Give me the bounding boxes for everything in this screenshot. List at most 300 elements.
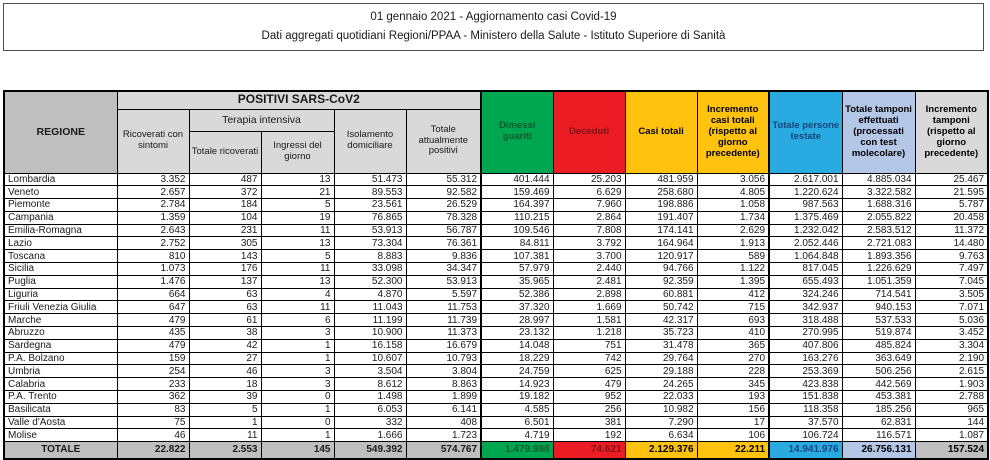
cell-totale-attualmente-positivi: 34.347 (406, 263, 481, 276)
cell-totale-ricoverati: 137 (189, 275, 261, 288)
total-row (4, 442, 988, 459)
column-header-totale-tamponi-effettuati: Totale tamponi effettuati (processati con test molecolare) (842, 91, 915, 173)
cell-totale-ricoverati: 38 (189, 327, 261, 340)
cell-ricoverati-con-sintomi: 362 (117, 391, 189, 404)
column-group-terapia-intensiva: Terapia intensiva (189, 109, 334, 131)
column-header-totale-attualmente-positivi: Totale attualmente positivi (406, 109, 481, 173)
cell-totale-tamponi-effettuati: 485.824 (842, 339, 915, 352)
cell-ingressi-del-giorno: 0 (261, 416, 334, 429)
cell-ricoverati-con-sintomi: 159 (117, 352, 189, 365)
cell-totale-persone-testate: 37.570 (769, 416, 842, 429)
cell-totale-attualmente-positivi: 1.723 (406, 429, 481, 442)
table-row (4, 199, 988, 212)
cell-totale-ricoverati: 372 (189, 186, 261, 199)
cell-ingressi-del-giorno: 1 (261, 403, 334, 416)
cell-casi-totali: 198.886 (625, 199, 697, 212)
region-name: Umbria (4, 365, 117, 378)
cell-incremento-tamponi: 1.903 (915, 378, 988, 391)
cell-deceduti: 6.629 (553, 186, 625, 199)
cell-casi-totali: 92.359 (625, 275, 697, 288)
cell-isolamento-domiciliare: 73.304 (334, 237, 406, 250)
cell-incremento-tamponi: 7.045 (915, 275, 988, 288)
region-name: Lombardia (4, 173, 117, 186)
cell-totale-ricoverati: 18 (189, 378, 261, 391)
region-name: Molise (4, 429, 117, 442)
cell-totale-ricoverati: 487 (189, 173, 261, 186)
cell-dimessi-guariti: 4.585 (481, 403, 553, 416)
cell-totale-ricoverati: 184 (189, 199, 261, 212)
cell-casi-totali: 35.723 (625, 327, 697, 340)
table-row (4, 263, 988, 276)
cell-incremento-tamponi: 2.190 (915, 352, 988, 365)
cell-totale-tamponi-effettuati: 1.893.356 (842, 250, 915, 263)
cell-isolamento-domiciliare: 8.612 (334, 378, 406, 391)
column-header-ingressi-del-giorno: Ingressi del giorno (261, 131, 334, 173)
cell-totale-tamponi-effettuati: 940.153 (842, 301, 915, 314)
cell-deceduti: 751 (553, 339, 625, 352)
cell-casi-totali: 50.742 (625, 301, 697, 314)
region-name: Veneto (4, 186, 117, 199)
cell-deceduti: 3.792 (553, 237, 625, 250)
cell-casi-totali: 22.033 (625, 391, 697, 404)
cell-ingressi-del-giorno: 19 (261, 211, 334, 224)
cell-ingressi-del-giorno: 3 (261, 327, 334, 340)
cell-totale-ricoverati: 143 (189, 250, 261, 263)
cell-totale-attualmente-positivi: 11.753 (406, 301, 481, 314)
table-row (4, 275, 988, 288)
column-header-casi-totali: Casi totali (625, 91, 697, 173)
cell-totale-tamponi-effettuati: 537.533 (842, 314, 915, 327)
cell-deceduti: 1.669 (553, 301, 625, 314)
cell-dimessi-guariti: 84.811 (481, 237, 553, 250)
column-group-positivi-sars-cov2: POSITIVI SARS-CoV2 (117, 91, 481, 109)
total-cell-totale-tamponi-effettuati: 26.756.131 (842, 442, 915, 459)
cell-totale-persone-testate: 1.375.469 (769, 211, 842, 224)
cell-deceduti: 25.203 (553, 173, 625, 186)
cell-casi-totali: 481.959 (625, 173, 697, 186)
cell-casi-totali: 42.317 (625, 314, 697, 327)
cell-ricoverati-con-sintomi: 2.643 (117, 224, 189, 237)
cell-incremento-tamponi: 3.452 (915, 327, 988, 340)
cell-isolamento-domiciliare: 51.473 (334, 173, 406, 186)
cell-deceduti: 2.481 (553, 275, 625, 288)
cell-totale-persone-testate: 118.358 (769, 403, 842, 416)
cell-incremento-casi-totali: 1.395 (697, 275, 769, 288)
cell-incremento-tamponi: 21.595 (915, 186, 988, 199)
region-name: Liguria (4, 288, 117, 301)
cell-casi-totali: 6.634 (625, 429, 697, 442)
cell-totale-ricoverati: 39 (189, 391, 261, 404)
cell-totale-tamponi-effettuati: 519.874 (842, 327, 915, 340)
total-cell-dimessi-guariti: 1.479.988 (481, 442, 553, 459)
cell-totale-ricoverati: 63 (189, 301, 261, 314)
cell-ingressi-del-giorno: 11 (261, 301, 334, 314)
cell-dimessi-guariti: 52.386 (481, 288, 553, 301)
cell-incremento-tamponi: 9.763 (915, 250, 988, 263)
region-name: Marche (4, 314, 117, 327)
cell-ricoverati-con-sintomi: 435 (117, 327, 189, 340)
table-row (4, 327, 988, 340)
cell-dimessi-guariti: 4.719 (481, 429, 553, 442)
cell-incremento-tamponi: 1.087 (915, 429, 988, 442)
cell-totale-ricoverati: 1 (189, 416, 261, 429)
cell-totale-attualmente-positivi: 1.899 (406, 391, 481, 404)
column-header-incremento-casi-totali: Incremento casi totali (rispetto al giorno precedente) (697, 91, 769, 173)
cell-incremento-casi-totali: 412 (697, 288, 769, 301)
cell-totale-persone-testate: 655.493 (769, 275, 842, 288)
cell-isolamento-domiciliare: 33.098 (334, 263, 406, 276)
cell-totale-ricoverati: 46 (189, 365, 261, 378)
region-name: Valle d'Aosta (4, 416, 117, 429)
cell-totale-persone-testate: 407.806 (769, 339, 842, 352)
cell-casi-totali: 31.478 (625, 339, 697, 352)
region-name: Toscana (4, 250, 117, 263)
cell-ricoverati-con-sintomi: 664 (117, 288, 189, 301)
cell-ricoverati-con-sintomi: 75 (117, 416, 189, 429)
cell-totale-tamponi-effettuati: 2.055.822 (842, 211, 915, 224)
cell-totale-attualmente-positivi: 53.913 (406, 275, 481, 288)
cell-incremento-tamponi: 3.505 (915, 288, 988, 301)
cell-ricoverati-con-sintomi: 233 (117, 378, 189, 391)
cell-totale-ricoverati: 5 (189, 403, 261, 416)
cell-totale-tamponi-effettuati: 1.688.316 (842, 199, 915, 212)
cell-totale-ricoverati: 11 (189, 429, 261, 442)
cell-deceduti: 2.898 (553, 288, 625, 301)
cell-ingressi-del-giorno: 3 (261, 378, 334, 391)
total-cell-deceduti: 74.621 (553, 442, 625, 459)
column-header-totale-ricoverati: Totale ricoverati (189, 131, 261, 173)
cell-totale-ricoverati: 104 (189, 211, 261, 224)
cell-totale-persone-testate: 324.246 (769, 288, 842, 301)
cell-incremento-casi-totali: 17 (697, 416, 769, 429)
cell-dimessi-guariti: 14.048 (481, 339, 553, 352)
column-header-totale-persone-testate: Totale persone testate (769, 91, 842, 173)
cell-totale-tamponi-effettuati: 714.541 (842, 288, 915, 301)
table-row (4, 186, 988, 199)
cell-ingressi-del-giorno: 6 (261, 314, 334, 327)
cell-ingressi-del-giorno: 0 (261, 391, 334, 404)
cell-dimessi-guariti: 109.546 (481, 224, 553, 237)
cell-casi-totali: 10.982 (625, 403, 697, 416)
cell-dimessi-guariti: 110.215 (481, 211, 553, 224)
cell-totale-persone-testate: 423.838 (769, 378, 842, 391)
cell-deceduti: 952 (553, 391, 625, 404)
cell-incremento-tamponi: 5.787 (915, 199, 988, 212)
cell-ingressi-del-giorno: 3 (261, 365, 334, 378)
cell-totale-persone-testate: 151.838 (769, 391, 842, 404)
cell-ingressi-del-giorno: 13 (261, 173, 334, 186)
cell-ingressi-del-giorno: 13 (261, 237, 334, 250)
cell-ricoverati-con-sintomi: 3.352 (117, 173, 189, 186)
cell-ricoverati-con-sintomi: 2.784 (117, 199, 189, 212)
table-row (4, 314, 988, 327)
cell-dimessi-guariti: 164.397 (481, 199, 553, 212)
cell-incremento-tamponi: 20.458 (915, 211, 988, 224)
cell-incremento-casi-totali: 589 (697, 250, 769, 263)
cell-totale-tamponi-effettuati: 363.649 (842, 352, 915, 365)
region-name: Campania (4, 211, 117, 224)
cell-totale-tamponi-effettuati: 1.226.629 (842, 263, 915, 276)
total-cell-totale-ricoverati: 2.553 (189, 442, 261, 459)
cell-ricoverati-con-sintomi: 46 (117, 429, 189, 442)
cell-ricoverati-con-sintomi: 479 (117, 339, 189, 352)
cell-ricoverati-con-sintomi: 479 (117, 314, 189, 327)
cell-isolamento-domiciliare: 3.504 (334, 365, 406, 378)
cell-isolamento-domiciliare: 1.498 (334, 391, 406, 404)
table-row (4, 250, 988, 263)
cell-totale-persone-testate: 318.488 (769, 314, 842, 327)
cell-incremento-tamponi: 2.788 (915, 391, 988, 404)
cell-incremento-tamponi: 11.372 (915, 224, 988, 237)
table-row (4, 403, 988, 416)
cell-totale-attualmente-positivi: 92.582 (406, 186, 481, 199)
cell-deceduti: 625 (553, 365, 625, 378)
cell-incremento-casi-totali: 193 (697, 391, 769, 404)
column-header-dimessi-guariti: Dimessi guariti (481, 91, 553, 173)
cell-totale-attualmente-positivi: 16.679 (406, 339, 481, 352)
cell-isolamento-domiciliare: 11.043 (334, 301, 406, 314)
column-header-regione: REGIONE (4, 91, 117, 173)
cell-ingressi-del-giorno: 1 (261, 352, 334, 365)
cell-totale-tamponi-effettuati: 185.256 (842, 403, 915, 416)
cell-totale-tamponi-effettuati: 116.571 (842, 429, 915, 442)
region-name: Abruzzo (4, 327, 117, 340)
region-name: Emilia-Romagna (4, 224, 117, 237)
cell-totale-persone-testate: 2.052.446 (769, 237, 842, 250)
covid-data-table (3, 90, 989, 460)
cell-incremento-tamponi: 144 (915, 416, 988, 429)
cell-ingressi-del-giorno: 4 (261, 288, 334, 301)
cell-totale-tamponi-effettuati: 442.569 (842, 378, 915, 391)
cell-ricoverati-con-sintomi: 1.359 (117, 211, 189, 224)
cell-totale-persone-testate: 1.064.848 (769, 250, 842, 263)
cell-dimessi-guariti: 6.501 (481, 416, 553, 429)
cell-totale-persone-testate: 1.232.042 (769, 224, 842, 237)
total-cell-ricoverati-con-sintomi: 22.822 (117, 442, 189, 459)
region-name: Puglia (4, 275, 117, 288)
cell-dimessi-guariti: 19.182 (481, 391, 553, 404)
cell-deceduti: 192 (553, 429, 625, 442)
total-region-name: TOTALE (4, 442, 117, 459)
cell-casi-totali: 164.964 (625, 237, 697, 250)
cell-incremento-casi-totali: 228 (697, 365, 769, 378)
column-header-deceduti: Deceduti (553, 91, 625, 173)
cell-casi-totali: 29.188 (625, 365, 697, 378)
table-row (4, 352, 988, 365)
cell-totale-persone-testate: 270.995 (769, 327, 842, 340)
cell-totale-persone-testate: 817.045 (769, 263, 842, 276)
table-body (4, 173, 988, 442)
table-row (4, 237, 988, 250)
cell-totale-tamponi-effettuati: 2.721.083 (842, 237, 915, 250)
cell-deceduti: 1.581 (553, 314, 625, 327)
table-row (4, 211, 988, 224)
cell-totale-attualmente-positivi: 56.787 (406, 224, 481, 237)
cell-isolamento-domiciliare: 332 (334, 416, 406, 429)
region-name: P.A. Bolzano (4, 352, 117, 365)
cell-totale-persone-testate: 2.617.001 (769, 173, 842, 186)
cell-incremento-tamponi: 25.467 (915, 173, 988, 186)
cell-dimessi-guariti: 35.965 (481, 275, 553, 288)
cell-incremento-casi-totali: 1.122 (697, 263, 769, 276)
cell-ricoverati-con-sintomi: 254 (117, 365, 189, 378)
cell-incremento-tamponi: 965 (915, 403, 988, 416)
cell-totale-persone-testate: 342.937 (769, 301, 842, 314)
cell-casi-totali: 24.265 (625, 378, 697, 391)
region-name: Lazio (4, 237, 117, 250)
table-row (4, 416, 988, 429)
column-header-ricoverati-con-sintomi: Ricoverati con sintomi (117, 109, 189, 173)
cell-dimessi-guariti: 23.132 (481, 327, 553, 340)
cell-totale-attualmente-positivi: 10.793 (406, 352, 481, 365)
cell-totale-persone-testate: 163.276 (769, 352, 842, 365)
cell-incremento-casi-totali: 4.805 (697, 186, 769, 199)
cell-totale-ricoverati: 176 (189, 263, 261, 276)
cell-dimessi-guariti: 37.320 (481, 301, 553, 314)
cell-totale-tamponi-effettuati: 2.583.512 (842, 224, 915, 237)
cell-deceduti: 742 (553, 352, 625, 365)
cell-totale-ricoverati: 42 (189, 339, 261, 352)
cell-incremento-casi-totali: 365 (697, 339, 769, 352)
title-box (3, 3, 984, 51)
title-line-1: 01 gennaio 2021 - Aggiornamento casi Covid-19 (370, 11, 617, 23)
cell-totale-tamponi-effettuati: 453.381 (842, 391, 915, 404)
table-row (4, 288, 988, 301)
cell-isolamento-domiciliare: 89.553 (334, 186, 406, 199)
cell-totale-attualmente-positivi: 55.312 (406, 173, 481, 186)
cell-incremento-casi-totali: 345 (697, 378, 769, 391)
cell-casi-totali: 174.141 (625, 224, 697, 237)
cell-incremento-tamponi: 14.480 (915, 237, 988, 250)
cell-deceduti: 2.440 (553, 263, 625, 276)
cell-totale-attualmente-positivi: 9.836 (406, 250, 481, 263)
cell-ingressi-del-giorno: 11 (261, 263, 334, 276)
cell-incremento-tamponi: 2.615 (915, 365, 988, 378)
cell-isolamento-domiciliare: 10.607 (334, 352, 406, 365)
cell-isolamento-domiciliare: 16.158 (334, 339, 406, 352)
cell-totale-attualmente-positivi: 3.804 (406, 365, 481, 378)
cell-casi-totali: 29.764 (625, 352, 697, 365)
cell-casi-totali: 191.407 (625, 211, 697, 224)
cell-dimessi-guariti: 24.759 (481, 365, 553, 378)
column-header-isolamento-domiciliare: Isolamento domiciliare (334, 109, 406, 173)
table-row (4, 301, 988, 314)
cell-casi-totali: 120.917 (625, 250, 697, 263)
cell-isolamento-domiciliare: 23.561 (334, 199, 406, 212)
table-row (4, 429, 988, 442)
total-cell-incremento-casi-totali: 22.211 (697, 442, 769, 459)
cell-deceduti: 381 (553, 416, 625, 429)
table-row (4, 365, 988, 378)
cell-casi-totali: 60.881 (625, 288, 697, 301)
cell-incremento-tamponi: 5.036 (915, 314, 988, 327)
total-cell-isolamento-domiciliare: 549.392 (334, 442, 406, 459)
cell-dimessi-guariti: 18.229 (481, 352, 553, 365)
cell-incremento-casi-totali: 693 (697, 314, 769, 327)
cell-dimessi-guariti: 57.979 (481, 263, 553, 276)
total-cell-ingressi-del-giorno: 145 (261, 442, 334, 459)
cell-dimessi-guariti: 107.381 (481, 250, 553, 263)
cell-totale-attualmente-positivi: 76.361 (406, 237, 481, 250)
region-name: Sicilia (4, 263, 117, 276)
cell-casi-totali: 7.290 (625, 416, 697, 429)
cell-incremento-casi-totali: 3.056 (697, 173, 769, 186)
region-name: Friuli Venezia Giulia (4, 301, 117, 314)
cell-totale-attualmente-positivi: 408 (406, 416, 481, 429)
region-name: Sardegna (4, 339, 117, 352)
cell-deceduti: 7.808 (553, 224, 625, 237)
cell-incremento-casi-totali: 270 (697, 352, 769, 365)
cell-ricoverati-con-sintomi: 2.657 (117, 186, 189, 199)
cell-isolamento-domiciliare: 53.913 (334, 224, 406, 237)
cell-totale-ricoverati: 63 (189, 288, 261, 301)
cell-totale-attualmente-positivi: 78.328 (406, 211, 481, 224)
cell-totale-attualmente-positivi: 26.529 (406, 199, 481, 212)
cell-incremento-tamponi: 7.071 (915, 301, 988, 314)
cell-totale-tamponi-effettuati: 506.256 (842, 365, 915, 378)
cell-totale-ricoverati: 27 (189, 352, 261, 365)
cell-totale-persone-testate: 987.563 (769, 199, 842, 212)
cell-dimessi-guariti: 28.997 (481, 314, 553, 327)
column-header-incremento-tamponi: Incremento tamponi (rispetto al giorno precedente) (915, 91, 988, 173)
cell-incremento-casi-totali: 1.058 (697, 199, 769, 212)
cell-totale-tamponi-effettuati: 3.322.582 (842, 186, 915, 199)
cell-dimessi-guariti: 159.469 (481, 186, 553, 199)
cell-incremento-casi-totali: 715 (697, 301, 769, 314)
cell-totale-attualmente-positivi: 6.141 (406, 403, 481, 416)
cell-deceduti: 3.700 (553, 250, 625, 263)
region-name: Basilicata (4, 403, 117, 416)
cell-ingressi-del-giorno: 13 (261, 275, 334, 288)
region-name: Piemonte (4, 199, 117, 212)
cell-incremento-casi-totali: 106 (697, 429, 769, 442)
cell-ricoverati-con-sintomi: 83 (117, 403, 189, 416)
cell-dimessi-guariti: 401.444 (481, 173, 553, 186)
cell-casi-totali: 94.766 (625, 263, 697, 276)
table-footer (4, 442, 988, 459)
cell-ingressi-del-giorno: 21 (261, 186, 334, 199)
cell-isolamento-domiciliare: 52.300 (334, 275, 406, 288)
cell-incremento-tamponi: 7.497 (915, 263, 988, 276)
cell-ricoverati-con-sintomi: 810 (117, 250, 189, 263)
cell-totale-attualmente-positivi: 11.739 (406, 314, 481, 327)
cell-isolamento-domiciliare: 6.053 (334, 403, 406, 416)
cell-totale-ricoverati: 61 (189, 314, 261, 327)
cell-ingressi-del-giorno: 5 (261, 250, 334, 263)
cell-ingressi-del-giorno: 11 (261, 224, 334, 237)
title-line-2: Dati aggregati quotidiani Regioni/PPAA - Ministero della Salute - Istituto Superiore di Sanità (261, 30, 726, 42)
region-name: Calabria (4, 378, 117, 391)
cell-ingressi-del-giorno: 5 (261, 199, 334, 212)
region-name: P.A. Trento (4, 391, 117, 404)
cell-totale-persone-testate: 106.724 (769, 429, 842, 442)
cell-totale-tamponi-effettuati: 4.885.034 (842, 173, 915, 186)
cell-isolamento-domiciliare: 11.199 (334, 314, 406, 327)
cell-incremento-casi-totali: 1.734 (697, 211, 769, 224)
cell-ricoverati-con-sintomi: 2.752 (117, 237, 189, 250)
cell-incremento-casi-totali: 156 (697, 403, 769, 416)
table-row (4, 224, 988, 237)
cell-totale-persone-testate: 1.220.624 (769, 186, 842, 199)
cell-isolamento-domiciliare: 10.900 (334, 327, 406, 340)
cell-isolamento-domiciliare: 1.666 (334, 429, 406, 442)
cell-totale-attualmente-positivi: 11.373 (406, 327, 481, 340)
total-cell-casi-totali: 2.129.376 (625, 442, 697, 459)
cell-ricoverati-con-sintomi: 647 (117, 301, 189, 314)
cell-totale-ricoverati: 305 (189, 237, 261, 250)
total-cell-totale-persone-testate: 14.941.976 (769, 442, 842, 459)
total-cell-totale-attualmente-positivi: 574.767 (406, 442, 481, 459)
